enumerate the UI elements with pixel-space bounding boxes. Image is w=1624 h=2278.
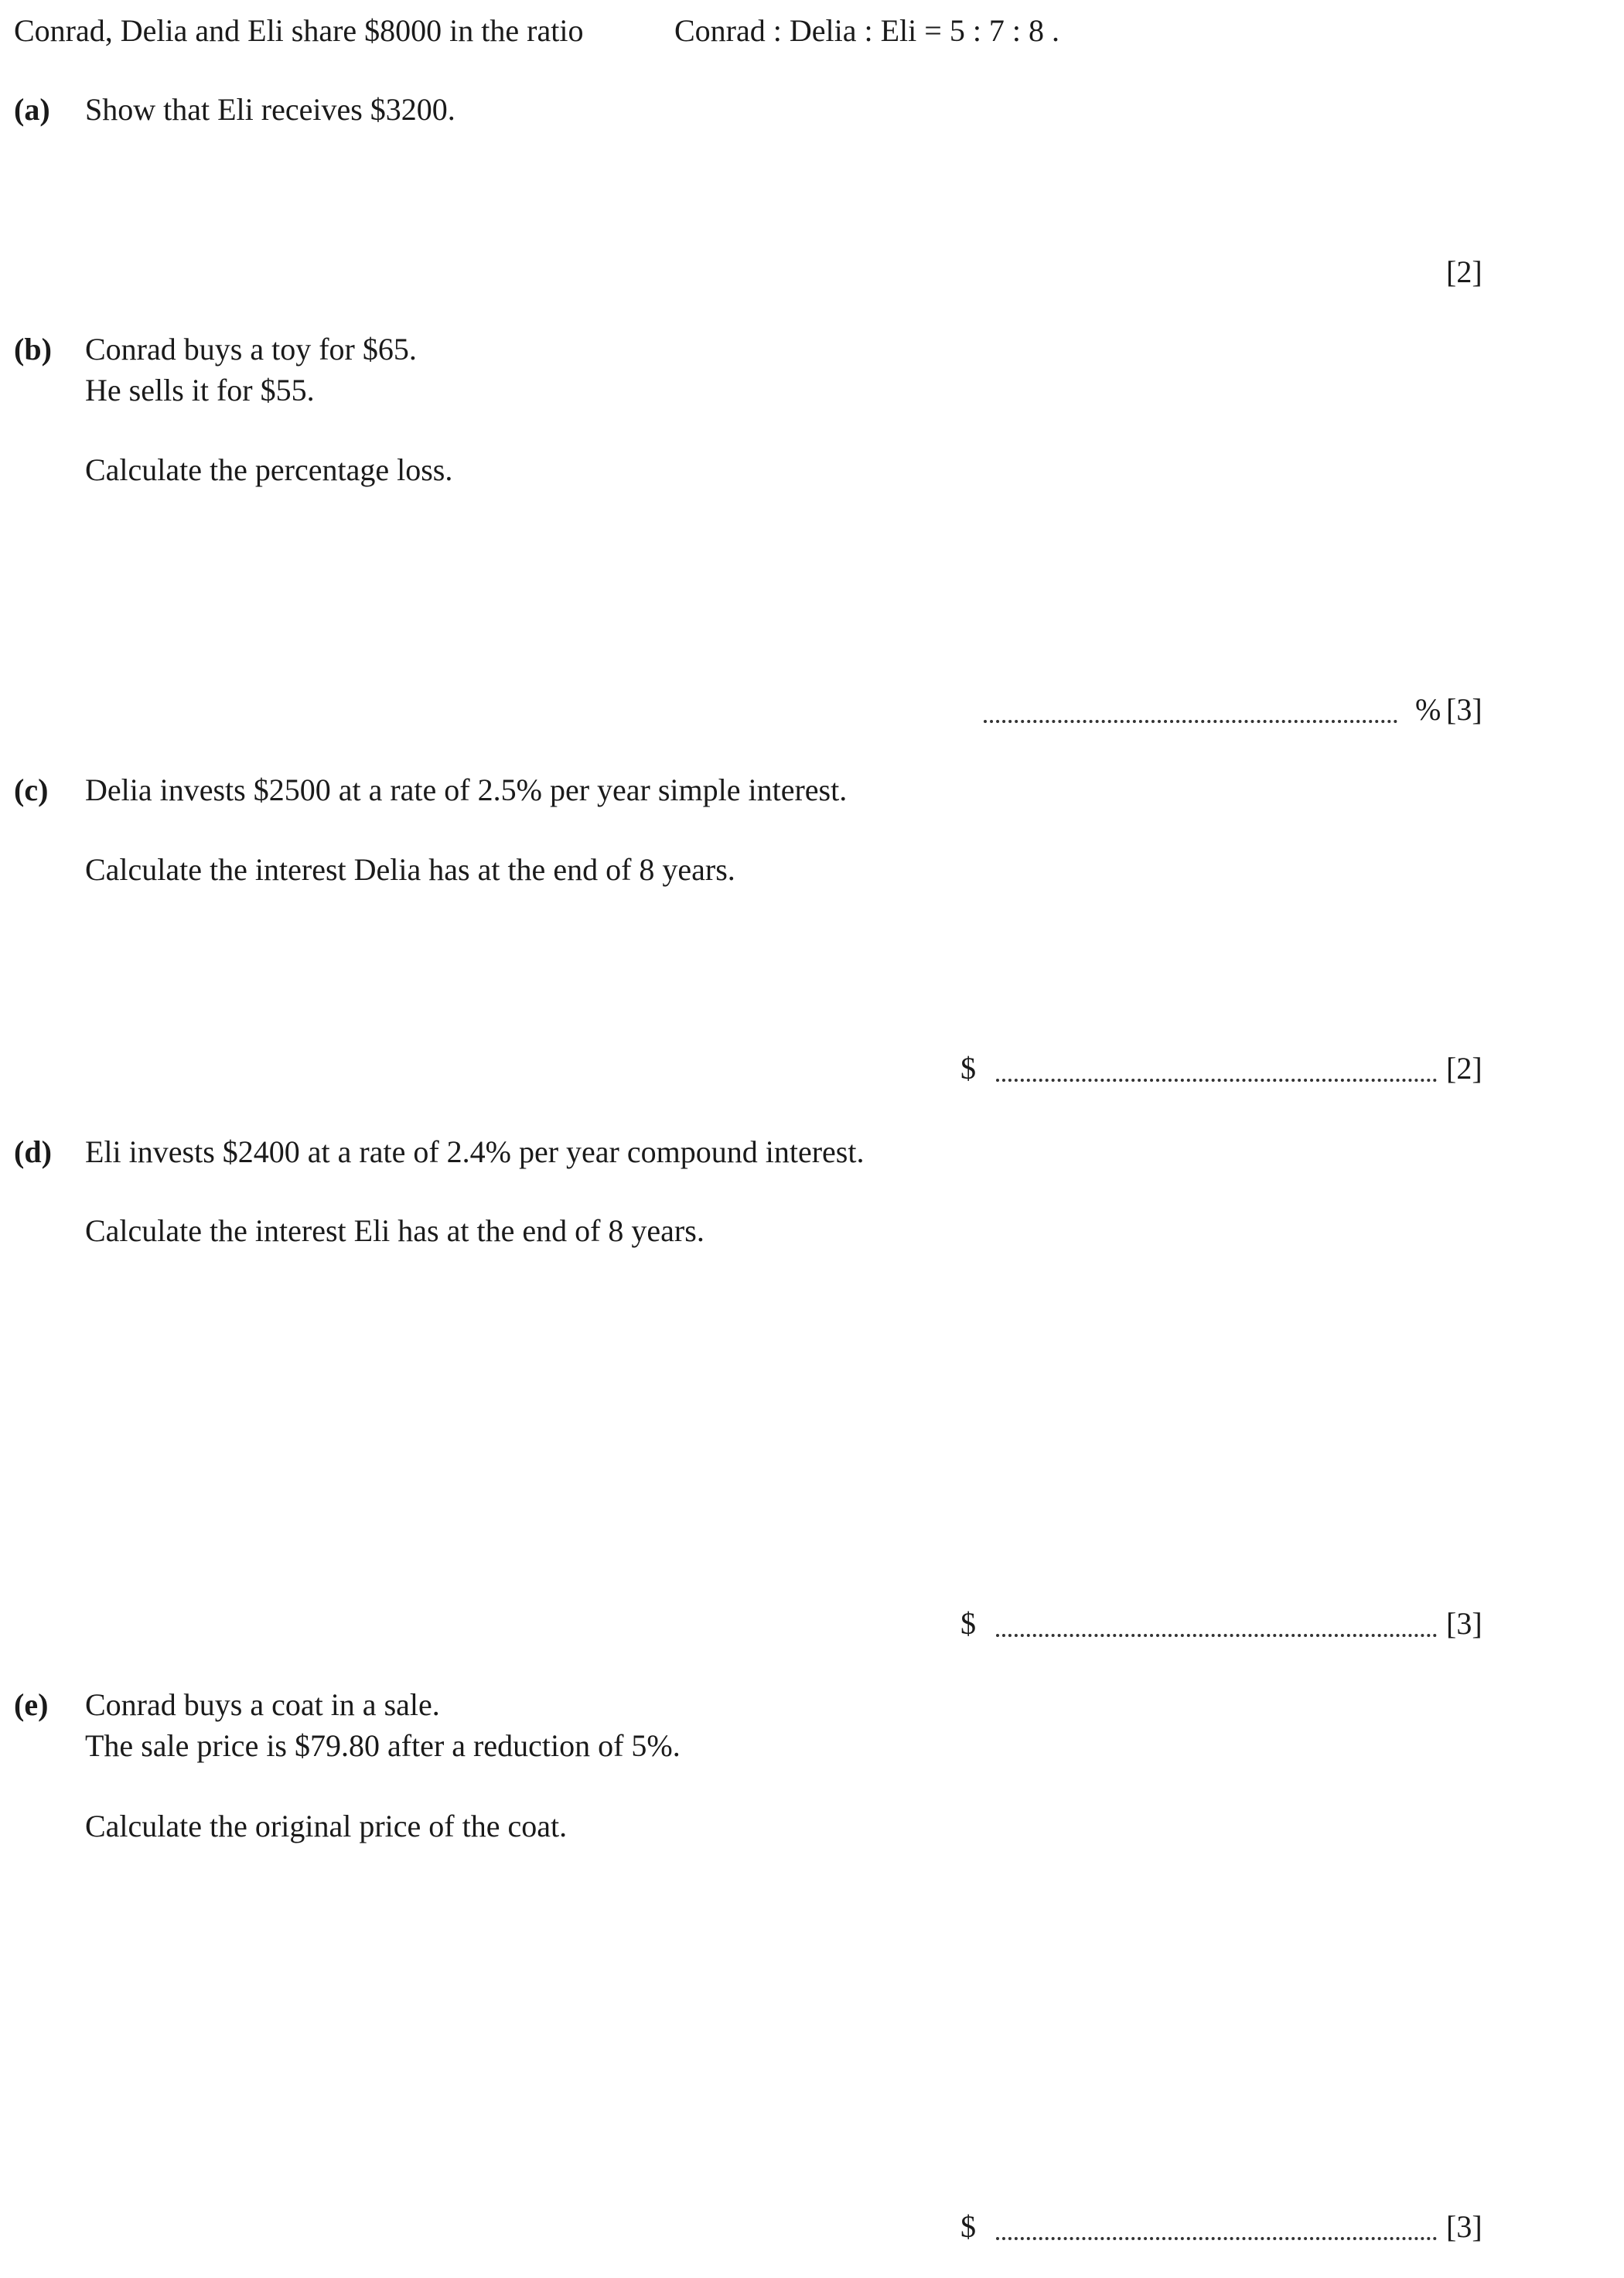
part-d-question: Eli invests $2400 at a rate of 2.4% per year compound interest. (85, 1134, 865, 1169)
part-a-question: Show that Eli receives $3200. (85, 92, 455, 127)
part-d-answer-line[interactable] (996, 1634, 1437, 1637)
ratio-statement: Conrad : Delia : Eli = 5 : 7 : 8 . (674, 13, 1060, 48)
part-e-line1: Conrad buys a coat in a sale. (85, 1687, 440, 1722)
part-d-instruction: Calculate the interest Eli has at the end of 8 years. (85, 1213, 705, 1248)
part-e-line2: The sale price is $79.80 after a reduction of 5%. (85, 1728, 681, 1763)
part-b-line1: Conrad buys a toy for $65. (85, 332, 417, 367)
part-b-marks: [3] (1446, 692, 1482, 727)
part-c-marks: [2] (1446, 1051, 1482, 1086)
part-b-label: (b) (14, 332, 52, 367)
part-b-line2: He sells it for $55. (85, 373, 315, 408)
part-b-unit: % (1415, 692, 1441, 727)
part-a-label: (a) (14, 92, 50, 127)
part-c-label: (c) (14, 772, 49, 807)
part-d-currency: $ (960, 1606, 976, 1641)
part-e-currency: $ (960, 2209, 976, 2244)
part-c-currency: $ (960, 1051, 976, 1086)
part-d-label: (d) (14, 1134, 52, 1169)
part-a-marks: [2] (1446, 254, 1482, 289)
part-c-instruction: Calculate the interest Delia has at the end of 8 years. (85, 852, 735, 887)
part-c-question: Delia invests $2500 at a rate of 2.5% per year simple interest. (85, 772, 848, 807)
part-b-answer-line[interactable] (984, 720, 1397, 723)
part-e-instruction: Calculate the original price of the coat. (85, 1809, 568, 1843)
part-d-marks: [3] (1446, 1606, 1482, 1641)
part-c-answer-line[interactable] (996, 1079, 1437, 1082)
part-e-label: (e) (14, 1687, 49, 1722)
part-e-answer-line[interactable] (996, 2237, 1437, 2240)
part-e-marks: [3] (1446, 2209, 1482, 2244)
intro-text: Conrad, Delia and Eli share $8000 in the ratio (14, 13, 584, 48)
part-b-instruction: Calculate the percentage loss. (85, 452, 453, 487)
